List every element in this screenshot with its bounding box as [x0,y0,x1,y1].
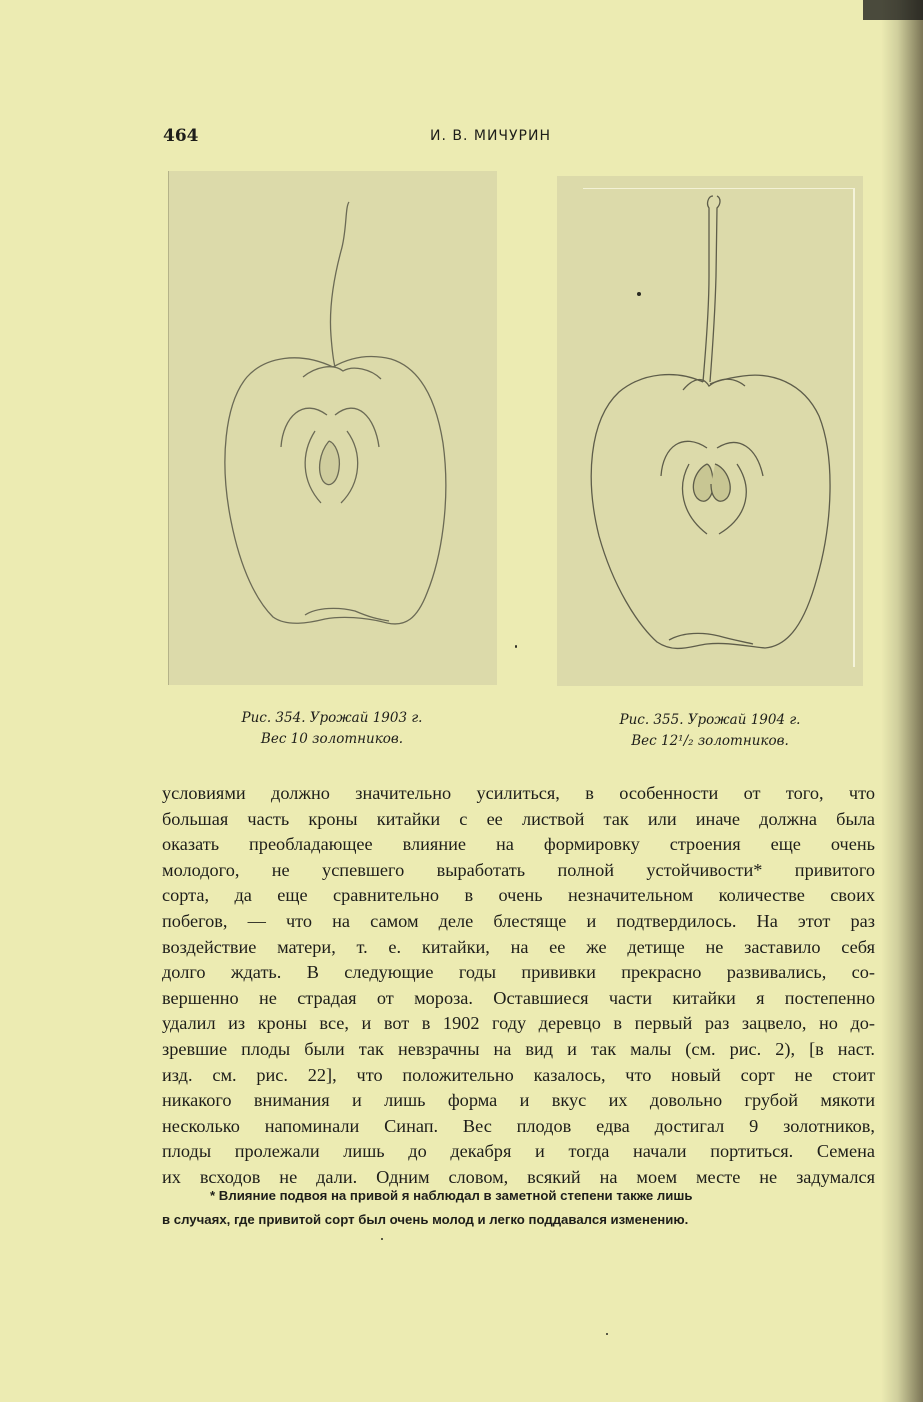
text-line: удалил из кроны все, и вот в 1902 году деревцо в первый раз зацвело, но до- [162,1013,875,1034]
text-line: долго ждать. В следующие годы прививки прекрасно развивались, со- [162,962,875,983]
apple-drawing-355 [557,176,863,686]
caption-weight: Вес 12¹/₂ золотников. [631,733,789,749]
core-outer-right [341,431,358,503]
running-title: И. В. МИЧУРИН [430,128,552,144]
core-left [281,408,327,447]
figure-354-caption [168,708,496,750]
footnote-line: в случаях, где привитой сорт был очень молод и легко поддавался изменению. [162,1212,689,1227]
figure-355-caption [557,710,863,752]
text-line: изд. см. рис. 22], что положительно казалось, что новый сорт не стоит [162,1064,875,1085]
text-line: молодого, не успевшего выработать полной устойчивости* привитого [162,859,875,880]
text-line: плоды пролежали лишь до декабря и тогда начали портиться. Семена [162,1141,875,1162]
apple-stem [703,196,720,382]
core-right [335,408,379,447]
stem-cavity [683,379,745,390]
text-line: побегов, — что на самом деле блестяще и подтвердилось. На этот раз [162,910,875,931]
apple-drawing-354 [169,171,497,685]
text-line: несколько напоминали Синап. Вес плодов едва достигал 9 золотников, [162,1115,875,1136]
caption-title: Рис. 355. Урожай 1904 г. [619,712,801,728]
page-number: 464 [163,126,199,146]
apple-outline [591,375,830,649]
footnote-line: * Влияние подвоя на привой я наблюдал в заметной степени также лишь [210,1188,693,1203]
footnote [162,1184,875,1232]
calyx [669,633,753,644]
apple-outline [225,357,446,624]
text-line: большая часть кроны китайки с ее листвой так или иначе должна была [162,808,875,829]
body-paragraph [162,781,875,1191]
apple-stem [330,202,349,367]
caption-title: Рис. 354. Урожай 1903 г. [241,710,423,726]
text-line: оказать преобладающее влияние на формировку строения еще очень [162,834,875,855]
scan-corner-artifact [863,0,923,20]
seed-left [693,464,713,501]
print-speck [606,1333,608,1335]
core-outer-left [305,431,321,503]
seed-right [711,464,730,501]
figure-355 [557,176,863,686]
text-line: их всходов не дали. Одним словом, всякий на моем месте не задумался [162,1166,875,1187]
print-speck [381,1238,383,1240]
text-line: вершенно не страдая от мороза. Оставшиеся части китайки я постепенно [162,987,875,1008]
print-speck [515,645,517,648]
caption-weight: Вес 10 золотников. [260,731,404,747]
text-line: воздействие матери, т. е. китайки, на ее же детище не заставило себя [162,936,875,957]
seed [320,441,340,485]
figure-354 [168,171,497,685]
page-edge-shadow [881,0,923,1402]
stem-cavity [303,367,381,379]
print-speck [637,292,641,296]
text-line: зревшие плоды были так невзрачны на вид и так малы (см. рис. 2), [в наст. [162,1038,875,1059]
calyx [305,608,389,621]
text-line: сорта, да еще сравнительно в очень незначительном количестве своих [162,885,875,906]
page-header [0,126,923,150]
text-line: условиями должно значительно усилиться, в особенности от того, что [162,783,875,803]
text-line: никакого внимания и лишь форма и вкус их довольно грубой мякоти [162,1090,875,1111]
